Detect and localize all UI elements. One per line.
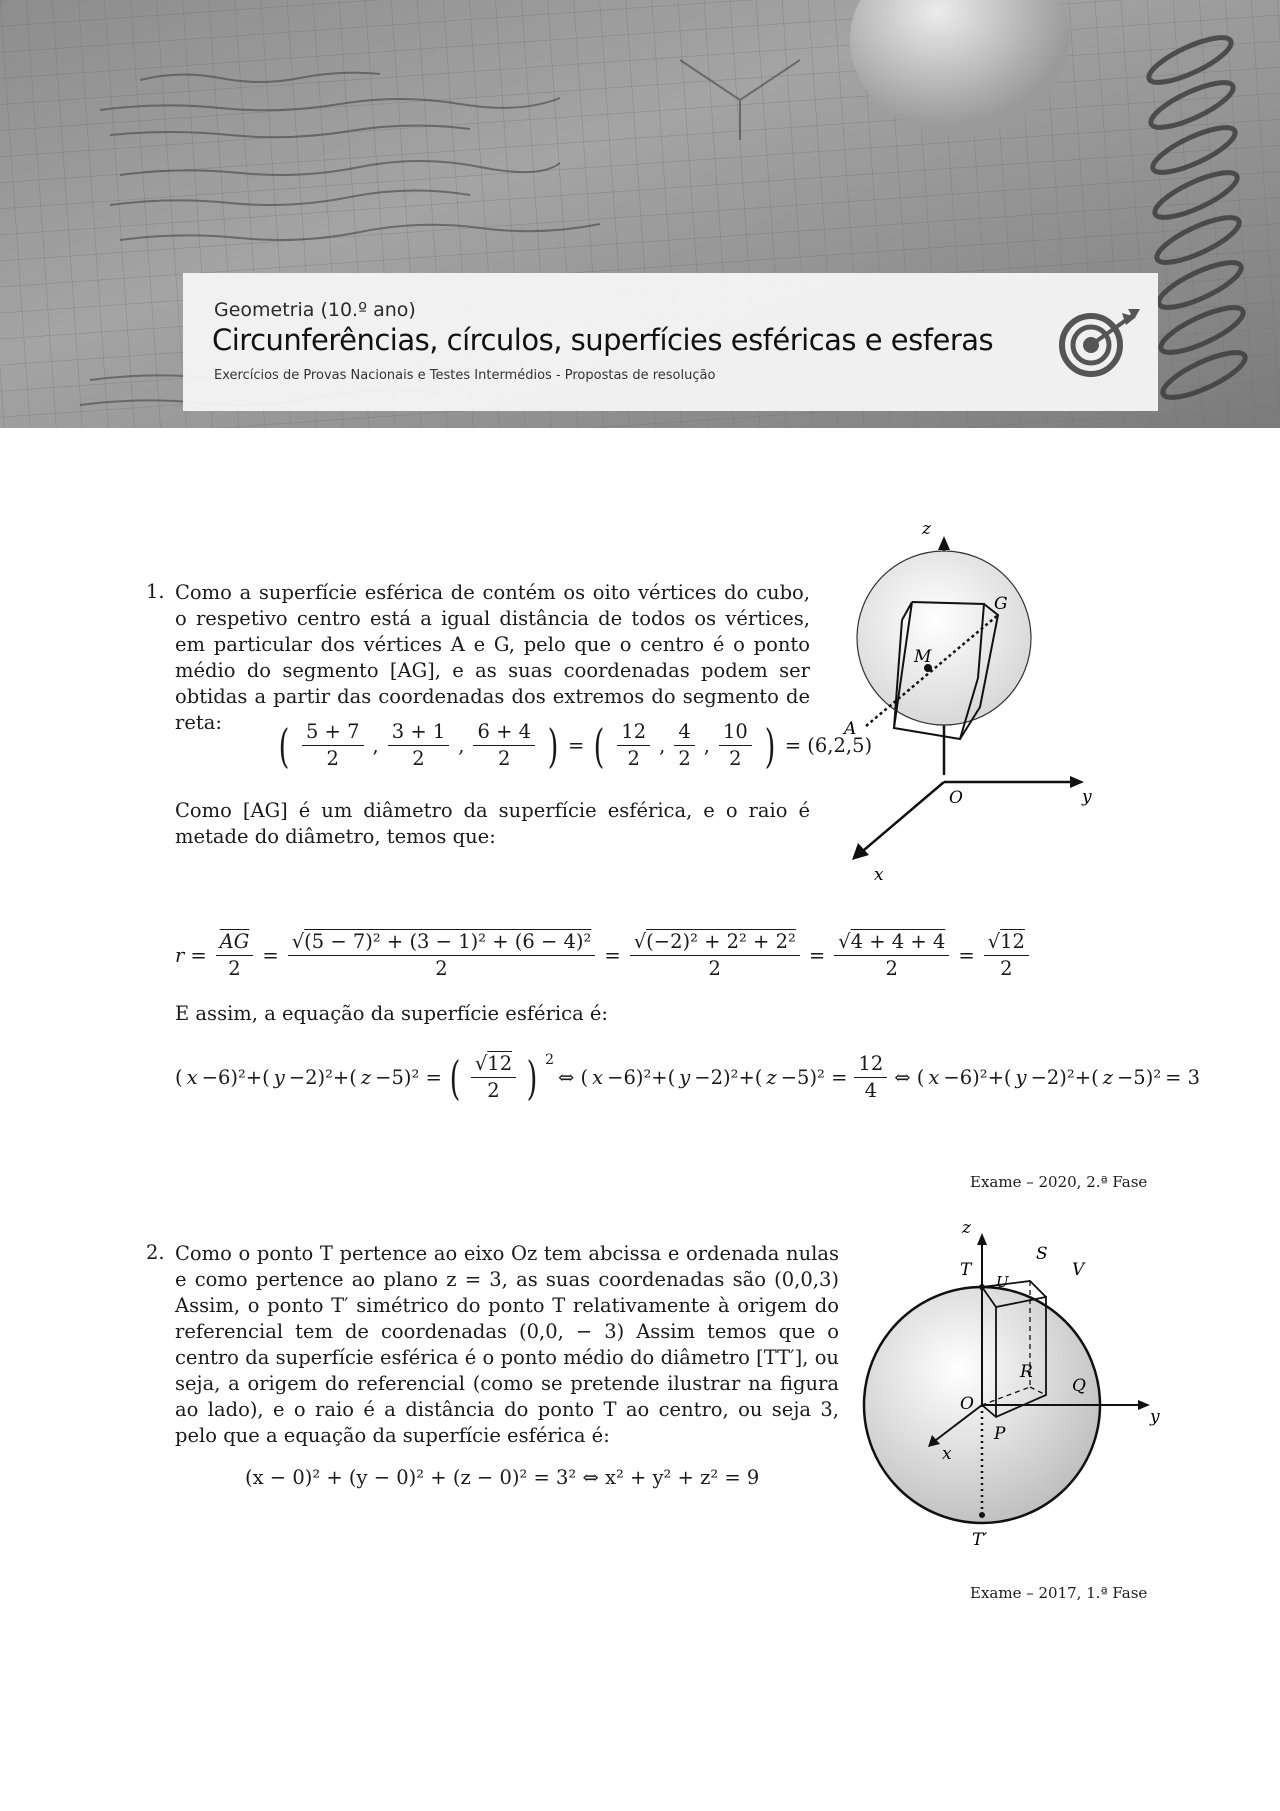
label-g: G [994, 594, 1008, 614]
label-u: U [996, 1273, 1009, 1291]
target-icon [1058, 307, 1148, 377]
label-a: A [844, 719, 857, 739]
label-r: R [1020, 1362, 1033, 1382]
label-t-prime: T′ [972, 1530, 988, 1550]
exercise-1-radius-text: E assim, a equação da superfície esférica é: [175, 1002, 608, 1025]
sphere-equation-2: (x − 0)² + (y − 0)² + (z − 0)² = 3² ⇔ x² + y² + z² = 9 [245, 1466, 760, 1489]
exercise-2-paragraph: Como o ponto T pertence ao eixo Oz tem abcissa e ordenada nulas e como pertence ao plano z = 3, as suas coordenadas são (0,0,3) Assim, o ponto T′ simétrico do ponto T relativamente à origem do referencial tem de coordenadas (0,0, − 3) Assim temos que o centro da superfície esférica é o ponto médio do diâmetro [TT′], ou seja, a origem do referencial (como se pretende ilustrar na figura ao lado), e o raio é a distância do ponto T ao centro, ou seja 3, pelo que a equação da superfície esférica é: [175, 1242, 839, 1447]
label-x: x [942, 1444, 952, 1464]
header-banner [0, 0, 1280, 428]
exercise-2-source: Exame – 2017, 1.ª Fase [970, 1584, 1148, 1602]
radius-equation: r = $\frac{\overline{AG}}{2}$ = $\frac{\text{√(5 − 7)² + (3 − 1)² + (6 − 4)²}}{2}$ = $\frac{\text{√(−2)² + 2² + 2²}}{2}$ = $\frac{√4 + 4 + 4}{2}$ = $\frac{√12}{2}$ [175, 930, 1032, 981]
label-x: x [874, 865, 884, 885]
sphere [857, 551, 1031, 725]
exercise-1-paragraph-2: Como [AG] é um diâmetro da superfície esférica, e o raio é metade do diâmetro, temos que: [175, 799, 810, 848]
exercise-1-number: 1. [146, 580, 165, 603]
label-q: Q [1072, 1376, 1086, 1396]
midpoint-equation: ( $\frac{5 + 7}{2}$ , $\frac{3 + 1}{2}$ , $\frac{6 + 4}{2}$ ) = ( $\frac{12}{2}$ , $\frac{4}{2}$ , $\frac{10}{2}$ ) = (6,2,5) [278, 718, 873, 773]
exercise-1-paragraph-1: Como a superfície esférica de contém os oito vértices do cubo, o respetivo centro está a igual distância de todos os vértices, em particular dos vértices A e G, pelo que o centro é o ponto médio do segmento [AG], e as suas coordenadas podem ser obtidas a partir das coordenadas dos extremos do segmento de reta: [175, 581, 810, 734]
label-o: O [949, 788, 963, 808]
subject-label: Geometria (10.º ano) [214, 299, 416, 321]
page-subtitle: Exercícios de Provas Nacionais e Testes Intermédios - Propostas de resolução [214, 368, 716, 383]
label-z: z [922, 520, 931, 539]
exercise-2-number: 2. [146, 1241, 165, 1264]
prism-sphere-figure [850, 1215, 1180, 1560]
page-title: Circunferências, círculos, superfícies esféricas e esferas [212, 323, 994, 357]
label-o: O [960, 1394, 974, 1414]
label-t: T [960, 1260, 972, 1280]
final-result: = 3 [1165, 1066, 1201, 1089]
sphere-equation-1: ( x −6)²+( y −2)²+( z −5)² = ( $\frac{√12}{2}$ ) $^2$ ⇔ ( x −6)²+( y −2)²+( z −5)² = $\frac{12}{4}$ ⇔ ( x −6)²+( y −2)²+( z −5)² = 3 [175, 1050, 1201, 1105]
label-m: M [914, 647, 932, 667]
exercise-1-source: Exame – 2020, 2.ª Fase [970, 1173, 1148, 1191]
label-z: z [962, 1218, 971, 1238]
label-y: y [1150, 1407, 1160, 1427]
title-box [183, 273, 1158, 411]
label-s: S [1036, 1244, 1048, 1264]
label-p: P [994, 1424, 1006, 1444]
cube-sphere-figure [830, 520, 1120, 890]
x-axis [864, 782, 944, 850]
midpoint-result: = (6,2,5) [784, 734, 873, 757]
label-y: y [1082, 787, 1092, 807]
label-v: V [1072, 1260, 1085, 1280]
